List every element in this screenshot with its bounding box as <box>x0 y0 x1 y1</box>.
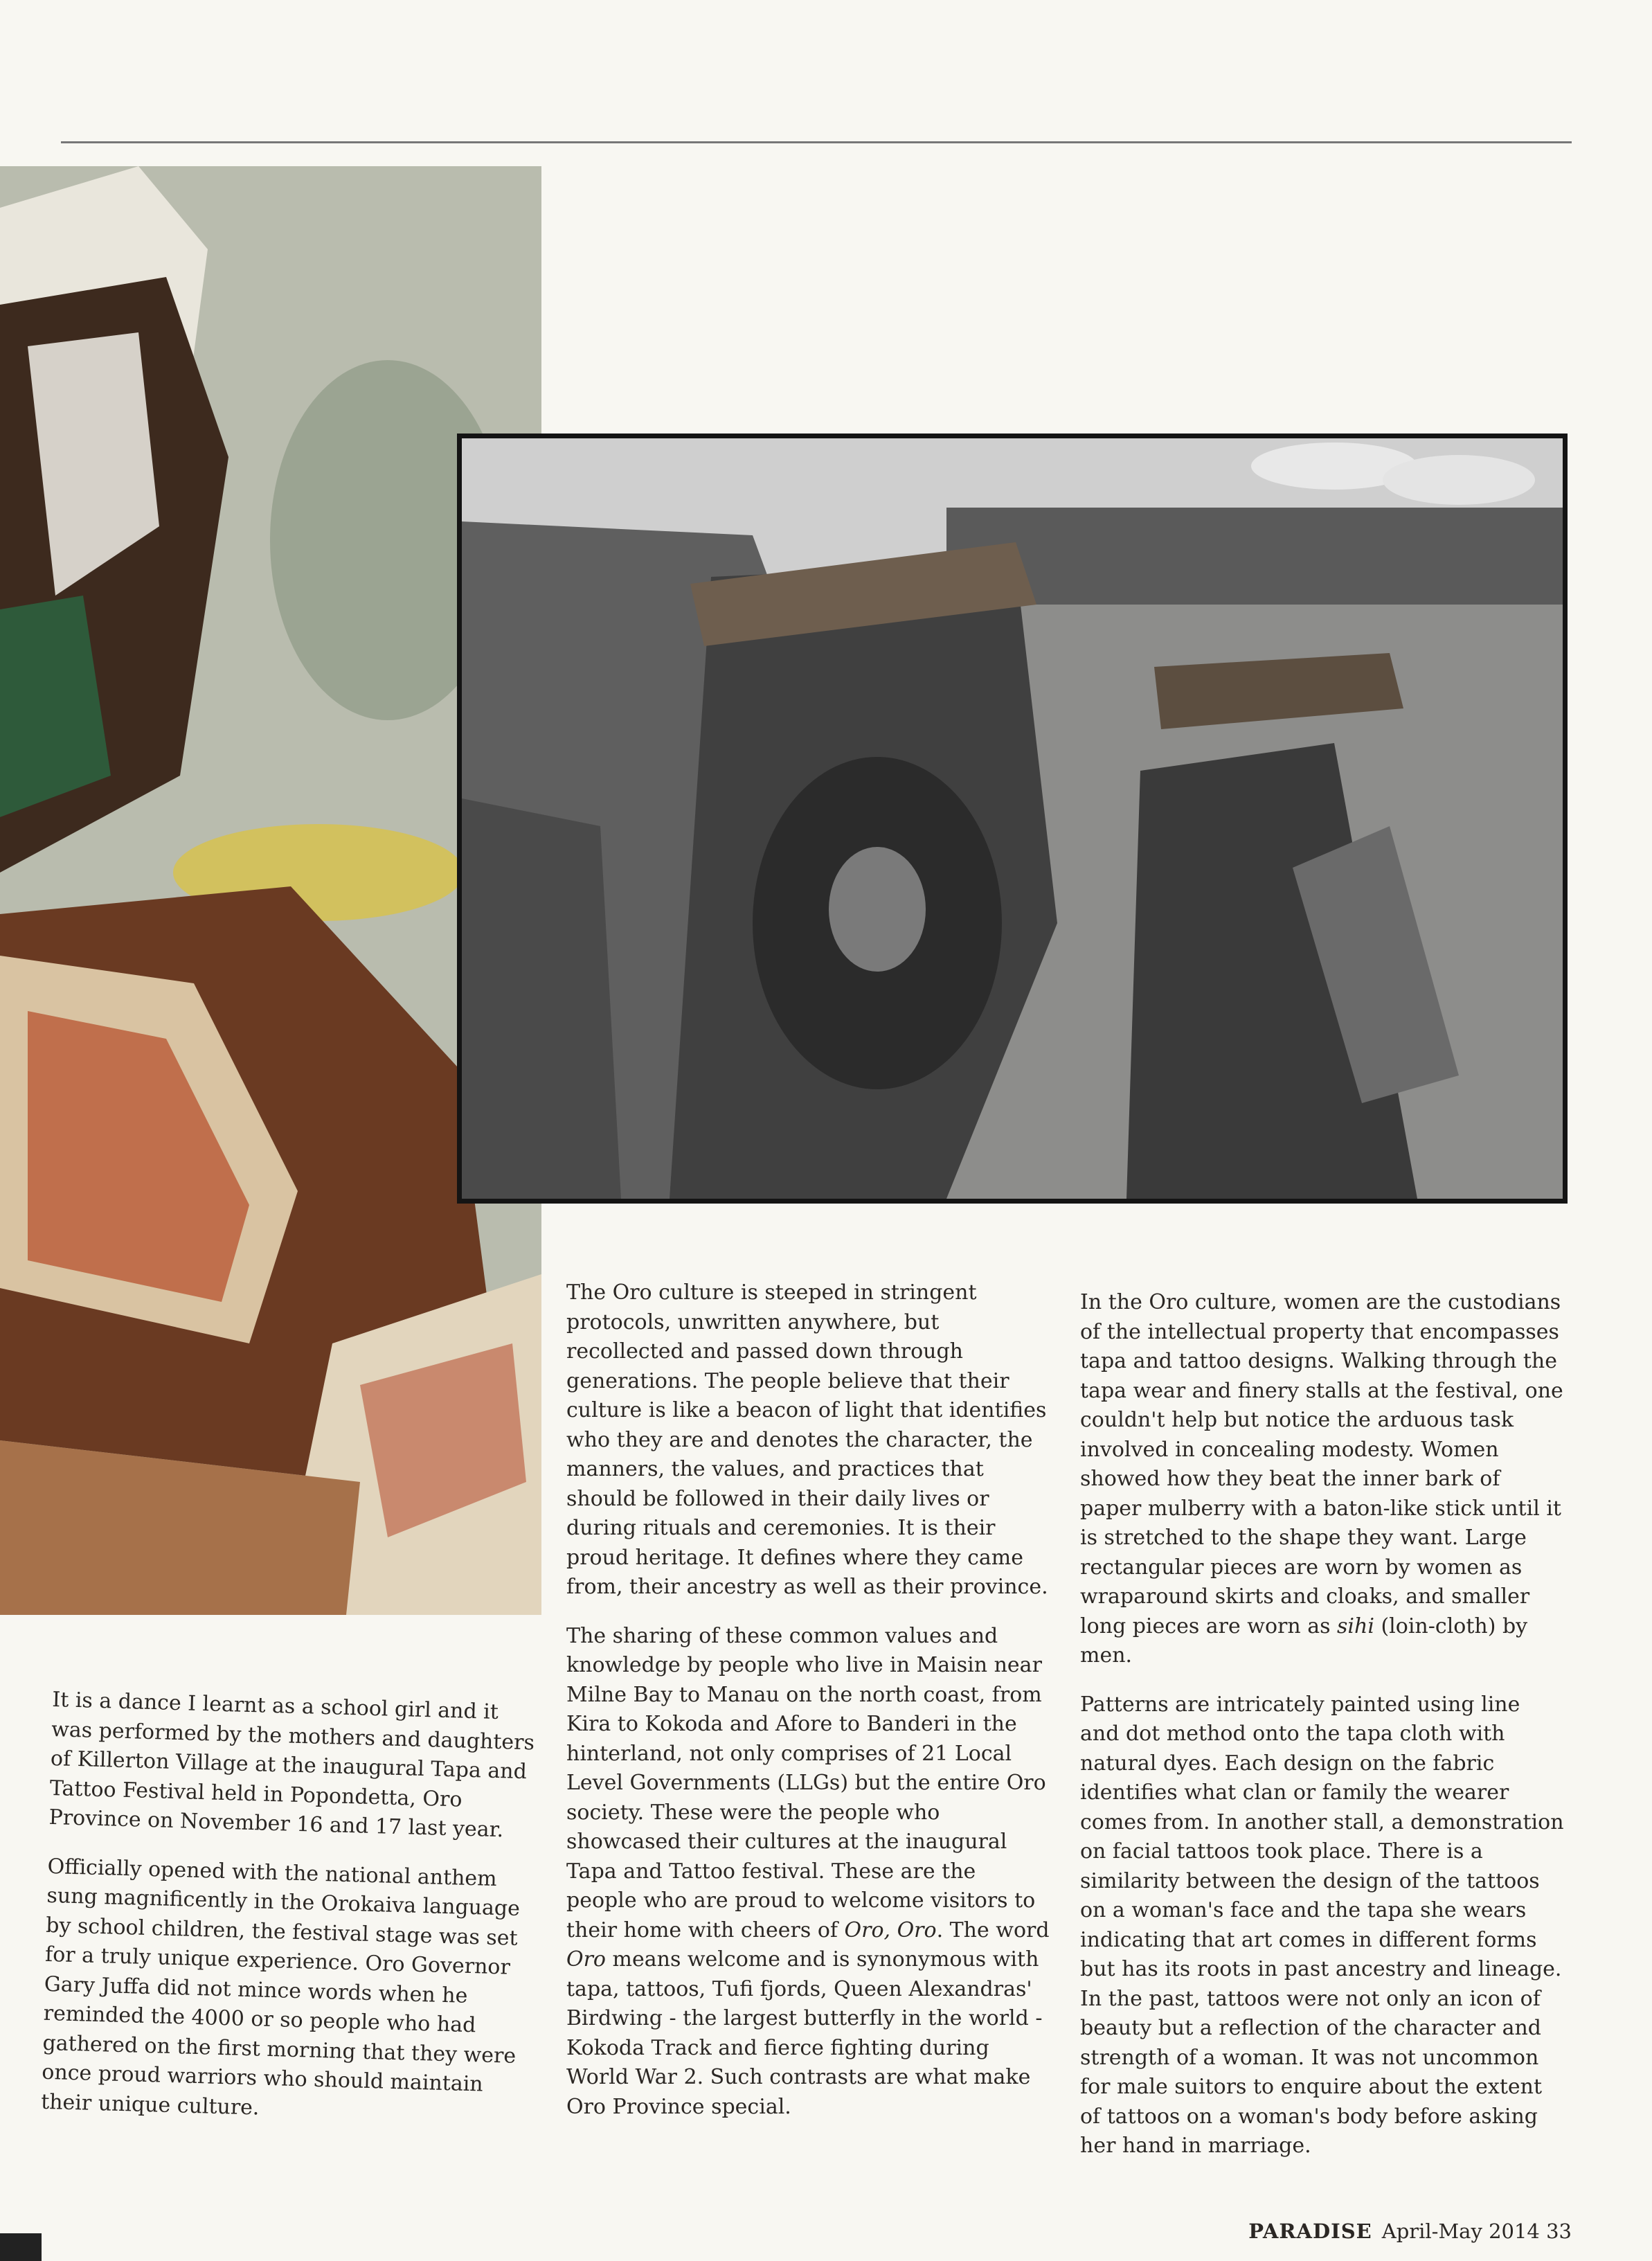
paragraph: It is a dance I learnt as a school girl and it was performed by the mothers and daughters of Killerton Village at the inaugural Tapa and Tattoo Festival held in Popondetta, Oro Province on November 16 and 17 last year. <box>48 1687 535 1843</box>
article-column-1 <box>40 1686 537 2150</box>
paragraph: In the Oro culture, women are the custodians of the intellectual property that encompasses tapa and tattoo designs. Walking through the tapa wear and finery stalls at the festival, one couldn't help but notice the arduous task involved in concealing modesty. Women showed how they beat the inner bark of paper mulberry with a baton-like stick until it is stretched to the shape they want. Large rectangular pieces are worn by women as wraparound skirts and cloaks, and smaller long pieces are worn as sihi (loin-cloth) by men. <box>1080 1290 1563 1668</box>
paragraph: Officially opened with the national anthem sung magnificently in the Orokaiva language by school children, the festival stage was set for a truly unique experience. Oro Governor Gary Juffa did not mince words when he reminded the 4000 or so people who had gathered on the first morning that they were once proud warriors who should maintain their unique culture. <box>40 1854 521 2120</box>
photo-dancers-with-kundu-drums-bw <box>457 434 1568 1204</box>
scan-edge-shadow <box>0 2233 42 2261</box>
magazine-name: PARADISE <box>1248 2219 1372 2243</box>
page-footer <box>1248 2219 1572 2243</box>
italic-term: Oro, Oro <box>844 1918 937 1942</box>
paragraph: The sharing of these common values and knowledge by people who live in Maisin near Milne Bay to Manau on the north coast, from Kira to Kokoda and Afore to Banderi in the hinterland, not only comprises of 21 Local Level Governments (LLGs) but the entire Oro society. These were the people who showcased their cultures at the inaugural Tapa and Tattoo festival. These are the people who are proud to welcome visitors to their home with cheers of Oro, Oro. The word Oro means welcome and is synonymous with tapa, tattoos, Tufi fjords, Queen Alexandras' Birdwing - the largest butterfly in the world - Kokoda Track and fierce fighting during World War 2. Such contrasts are what make Oro Province special. <box>566 1623 1050 2119</box>
header-rule <box>61 141 1572 143</box>
italic-term: sihi <box>1337 1614 1374 1638</box>
paragraph: Patterns are intricately painted using line and dot method onto the tapa cloth with natural dyes. Each design on the fabric identifies what clan or family the wearer comes from. In another stall, a demonstration on facial tattoos took place. There is a similarity between the design of the tattoos on a woman's face and the tapa she wears indicating that art comes in different forms but has its roots in past ancestry and lineage. In the past, tattoos were not only an icon of beauty but a reflection of the character and strength of a woman. It was not uncommon for male suitors to enquire about the extent of tattoos on a woman's body before asking her hand in marriage. <box>1080 1692 1564 2158</box>
issue-date: April-May 2014 <box>1381 2219 1540 2243</box>
article-column-2 <box>566 1278 1051 2141</box>
page-number: 33 <box>1546 2219 1572 2243</box>
article-column-3 <box>1080 1288 1565 2181</box>
paragraph: The Oro culture is steeped in stringent protocols, unwritten anywhere, but recollected and passed down through generations. The people believe that their culture is like a beacon of light that identifies who they are and denotes the character, the manners, the values, and practices that should be followed in their daily lives or during rituals and ceremonies. It is their proud heritage. It defines where they came from, their ancestry as well as their province. <box>566 1280 1048 1599</box>
italic-term: Oro <box>566 1947 606 1972</box>
